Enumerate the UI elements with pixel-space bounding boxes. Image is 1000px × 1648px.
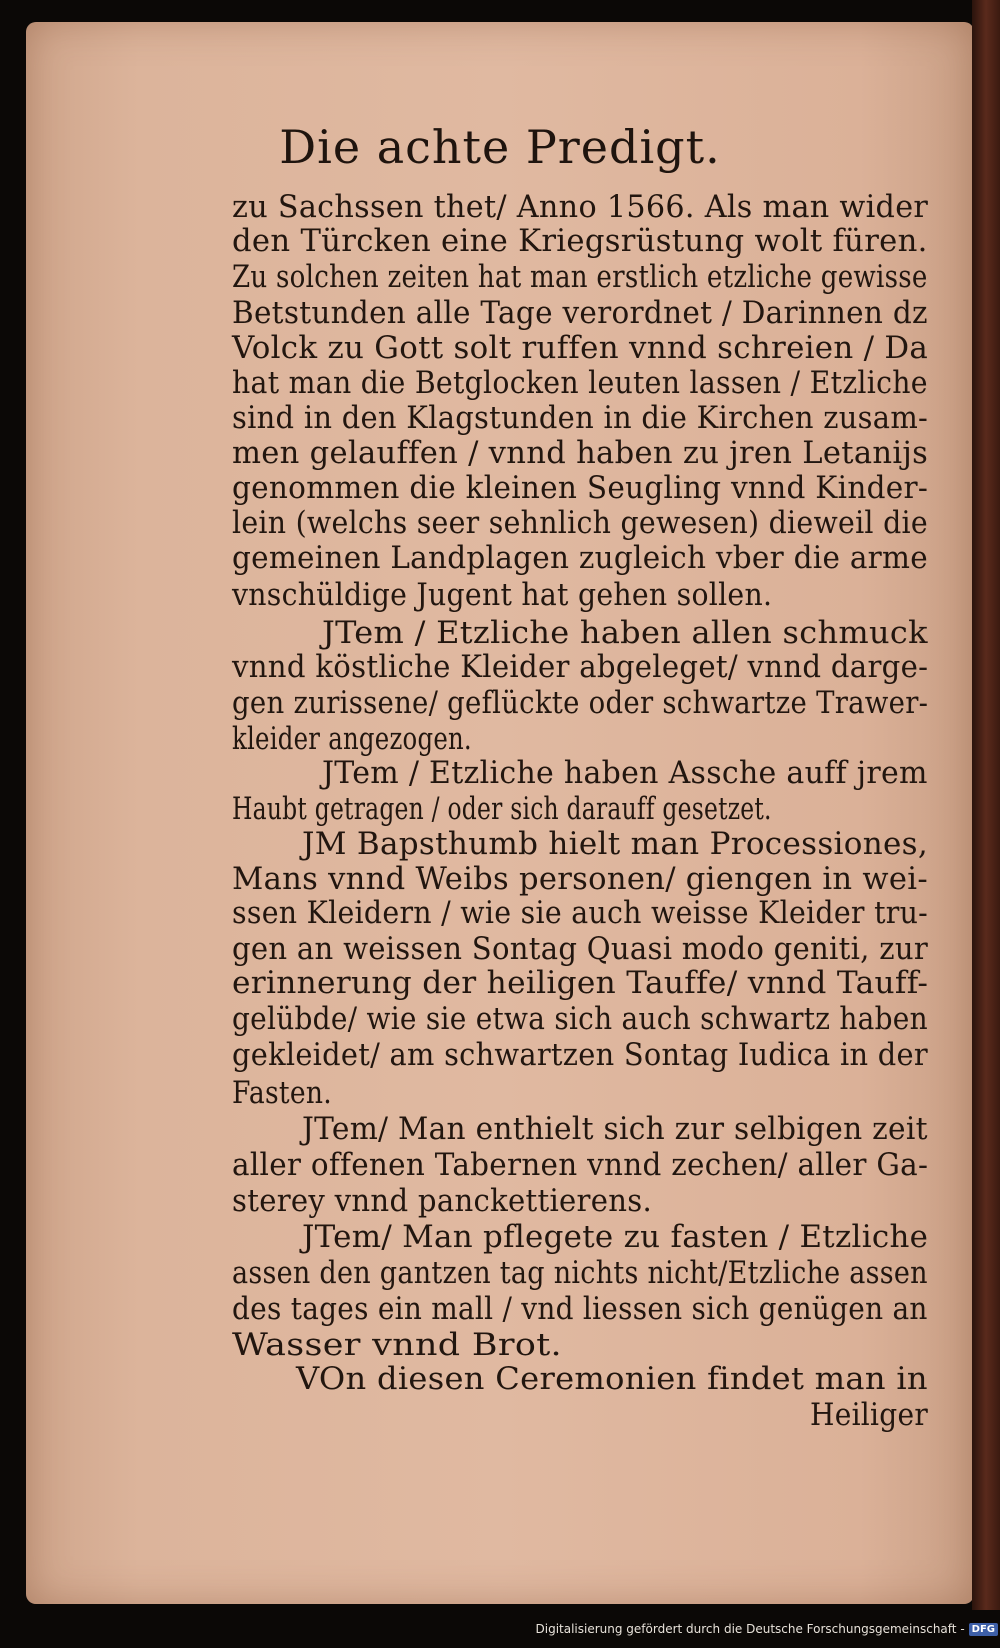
text-line: gekleidet/ am schwartzen Sontag Iudica in der — [232, 1037, 928, 1073]
text-line: Wasser vnnd Brot. — [232, 1327, 562, 1363]
text-line: Zu solchen zeiten hat man erstlich etzliche gewisse — [232, 259, 928, 295]
text-line: JTem/ Man enthielt sich zur selbigen zeit — [302, 1111, 928, 1147]
text-line: erinnerung der heiligen Tauffe/ vnnd Tauff- — [232, 965, 929, 1001]
text-line: gelübde/ wie sie etwa sich auch schwartz haben — [232, 1001, 928, 1037]
dfg-logo: DFG — [969, 1623, 998, 1636]
page-heading: Die achte Predigt. — [279, 120, 721, 174]
text-line: sind in den Klagstunden in die Kirchen zusam- — [232, 400, 929, 436]
text-line: Haubt getragen / oder sich darauff gesetzet. — [232, 791, 772, 827]
text-line: gemeinen Landplagen zugleich vber die arme — [232, 540, 928, 576]
text-line: genommen die kleinen Seugling vnnd Kinder- — [232, 470, 929, 506]
text-line: Volck zu Gott solt ruffen vnnd schreien / Da — [232, 330, 929, 366]
text-line: kleider angezogen. — [232, 721, 472, 757]
text-line: JTem / Etzliche haben Assche auff jrem — [322, 755, 928, 791]
text-line: vnnd köstliche Kleider abgeleget/ vnnd darge- — [232, 649, 929, 685]
text-line: JM Bapsthumb hielt man Processiones, — [302, 826, 928, 862]
text-line: vnschüldige Jugent hat gehen sollen. — [232, 577, 773, 613]
text-line: des tages ein mall / vnd liessen sich genügen an — [232, 1291, 928, 1327]
text-line: gen zurissene/ geflückte oder schwartze Trawer- — [232, 685, 929, 721]
text-line: JTem / Etzliche haben allen schmuck — [322, 615, 928, 651]
text-line: Fasten. — [232, 1075, 332, 1111]
book-spine-edge — [972, 0, 1000, 1610]
credit-text: Digitalisierung gefördert durch die Deutsche Forschungsgemeinschaft - — [535, 1622, 965, 1636]
text-line: aller offenen Tabernen vnnd zechen/ aller Ga- — [232, 1147, 929, 1183]
text-line: zu Sachssen thet/ Anno 1566. Als man wider — [232, 189, 929, 225]
text-line: Betstunden alle Tage verordnet / Darinnen dz — [232, 295, 928, 331]
text-line: den Türcken eine Kriegsrüstung wolt füren. — [232, 223, 928, 259]
text-line: JTem/ Man pflegete zu fasten / Etzliche — [302, 1219, 929, 1255]
text-line: Heiliger — [810, 1397, 929, 1433]
text-line: gen an weissen Sontag Quasi modo geniti, zur — [232, 931, 929, 967]
text-line: lein (welchs seer sehnlich gewesen) dieweil die — [232, 505, 928, 541]
text-line: Mans vnnd Weibs personen/ giengen in wei- — [232, 861, 928, 897]
text-line: sterey vnnd panckettierens. — [232, 1183, 653, 1219]
text-line: VOn diesen Ceremonien findet man in — [296, 1361, 928, 1397]
text-line: hat man die Betglocken leuten lassen / Etzliche — [232, 365, 928, 401]
text-line: assen den gantzen tag nichts nicht/Etzliche assen — [232, 1255, 928, 1291]
text-line: ssen Kleidern / wie sie auch weisse Kleider tru- — [232, 895, 929, 931]
digitization-credit — [536, 1620, 999, 1638]
text-line: men gelauffen / vnnd haben zu jren Letanijs — [232, 435, 929, 471]
